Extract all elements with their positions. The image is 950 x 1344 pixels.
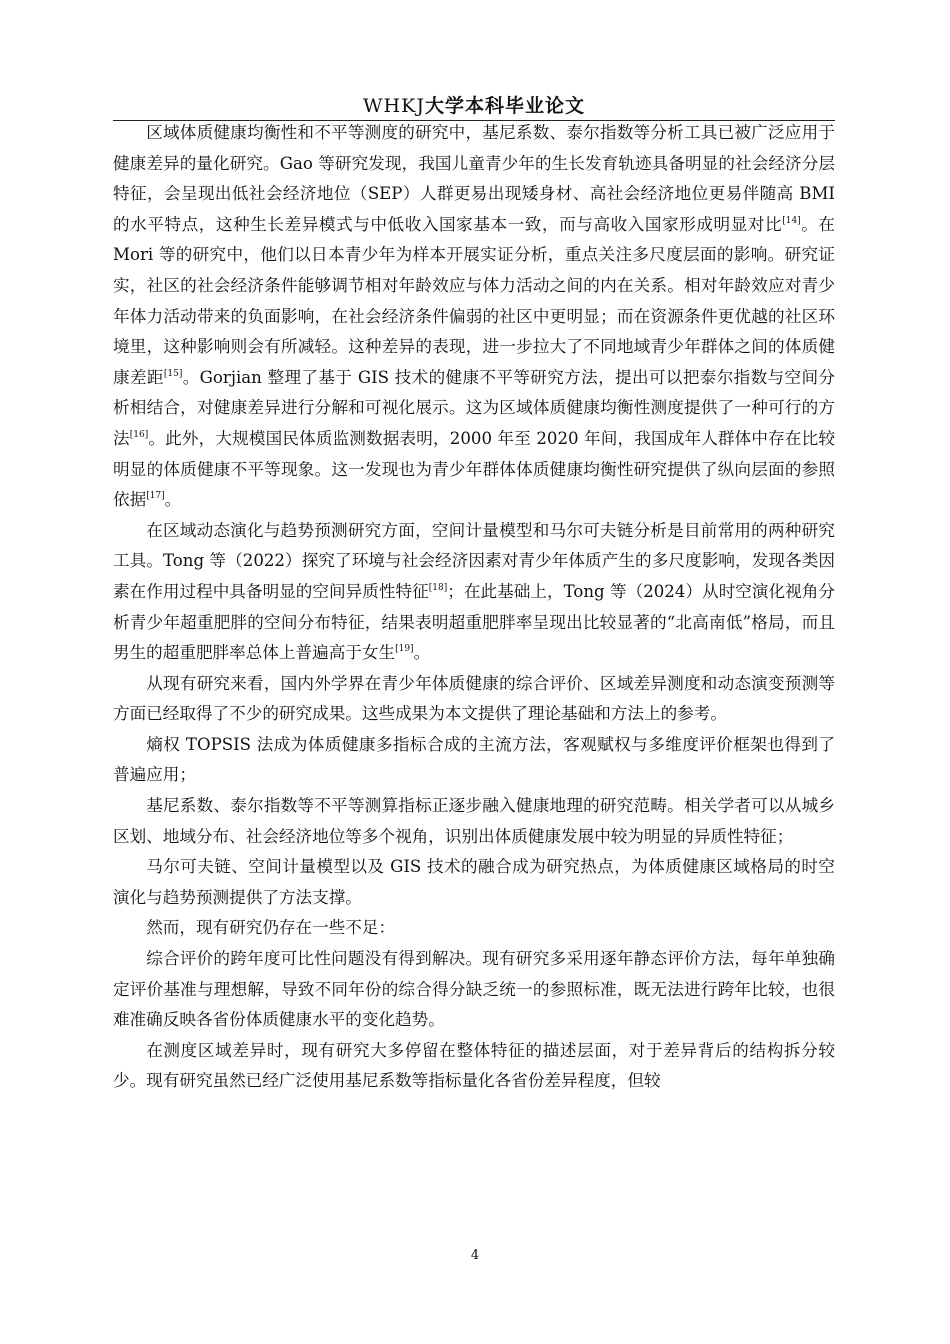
header-school-code: WHKJ <box>363 95 425 117</box>
text-run: 。 <box>413 643 431 663</box>
body-text <box>113 118 835 1097</box>
text-run: 然而，现有研究仍存在一些不足： <box>146 918 396 938</box>
page-header <box>113 94 835 121</box>
citation-ref: [18] <box>428 582 448 593</box>
paragraph <box>113 791 835 852</box>
citation-ref: [17] <box>146 491 165 502</box>
text-run: 熵权 TOPSIS 法成为体质健康多指标合成的主流方法，客观赋权与多维度评价框架也得到了普遍应用； <box>113 734 835 785</box>
page-number: 4 <box>470 1248 480 1263</box>
citation-ref: [16] <box>129 429 149 440</box>
text-run: 。Gorjian 整理了基于 GIS 技术的健康不平等研究方法，提出可以把泰尔指数与空间分析相结合，对健康差异进行分解和可视化展示。这为区域体质健康均衡性测度提供了一种可行的方法 <box>113 367 836 448</box>
text-run: 马尔可夫链、空间计量模型以及 GIS 技术的融合成为研究热点，为体质健康区域格局的时空演化与趋势预测提供了方法支撑。 <box>113 857 835 907</box>
text-run: 综合评价的跨年度可比性问题没有得到解决。现有研究多采用逐年静态评价方法，每年单独确定评价基准与理想解，导致不同年份的综合得分缺乏统一的参照标准，既无法进行跨年比较，也很难准确反映各省份体质健康水平的变化趋势。 <box>113 949 835 1030</box>
citation-ref: [14] <box>782 215 801 226</box>
paragraph <box>113 913 835 944</box>
paragraph <box>113 669 835 730</box>
text-run: 。在 Mori 等的研究中，他们以日本青少年为样本开展实证分析，重点关注多尺度层面的影响。研究证实，社区的社会经济条件能够调节相对年龄效应与体力活动之间的内在关系。相对年龄效应对青少年体力活动带来的负面影响，在社会经济条件偏弱的社区中更明显；而在资源条件更优越的社区环境里，这种影响则会有所减轻。这种差异的表现，进一步拉大了不同地域青少年群体之间的体质健康差距 <box>113 214 836 387</box>
text-run: 。此外，大规模国民体质监测数据表明，2000 年至 2020 年间，我国成年人群体中存在比较明显的体质健康不平等现象。这一发现也为青少年群体体质健康均衡性研究提供了纵向层面的参照依据 <box>113 428 835 510</box>
paragraph <box>113 852 835 913</box>
citation-ref: [19] <box>395 644 414 655</box>
text-run: 在测度区域差异时，现有研究大多停留在整体特征的描述层面，对于差异背后的结构拆分较少。现有研究虽然已经广泛使用基尼系数等指标量化各省份差异程度，但较 <box>113 1040 835 1091</box>
citation-ref: [15] <box>163 368 183 379</box>
text-run: 从现有研究来看，国内外学界在青少年体质健康的综合评价、区域差异测度和动态演变预测等方面已经取得了不少的研究成果。这些成果为本文提供了理论基础和方法上的参考。 <box>113 673 835 724</box>
text-run: 在区域动态演化与趋势预测研究方面，空间计量模型和马尔可夫链分析是目前常用的两种研究工具。Tong 等（2022）探究了环境与社会经济因素对青少年体质产生的多尺度影响，发现各类因素在作用过程中具备明显的空间异质性特征 <box>113 520 835 601</box>
text-run: 区域体质健康均衡性和不平等测度的研究中，基尼系数、泰尔指数等分析工具已被广泛应用于健康差异的量化研究。Gao 等研究发现，我国儿童青少年的生长发育轨迹具备明显的社会经济分层特征，会呈现出低社会经济地位（SEP）人群更易出现矮身材、高社会经济地位更易伴随高 BMI 的水平特点，这种生长差异模式与中低收入国家基本一致，而与高收入国家形成明显对比 <box>113 123 835 234</box>
text-run: ；在此基础上，Tong 等（2024）从时空演化视角分析青少年超重肥胖的空间分布特征，结果表明超重肥胖率呈现出比较显著的“北高南低”格局，而且男生的超重肥胖率总体上普遍高于女生 <box>113 581 835 663</box>
paragraph <box>113 1036 835 1097</box>
paragraph <box>113 944 835 1036</box>
header-title: 大学本科毕业论文 <box>424 95 585 117</box>
text-run: 。 <box>164 490 182 510</box>
paragraph <box>113 118 835 516</box>
paragraph <box>113 516 835 669</box>
paragraph <box>113 730 835 791</box>
text-run: 基尼系数、泰尔指数等不平等测算指标正逐步融入健康地理的研究范畴。相关学者可以从城乡区划、地域分布、社会经济地位等多个视角，识别出体质健康发展中较为明显的异质性特征； <box>113 796 835 846</box>
